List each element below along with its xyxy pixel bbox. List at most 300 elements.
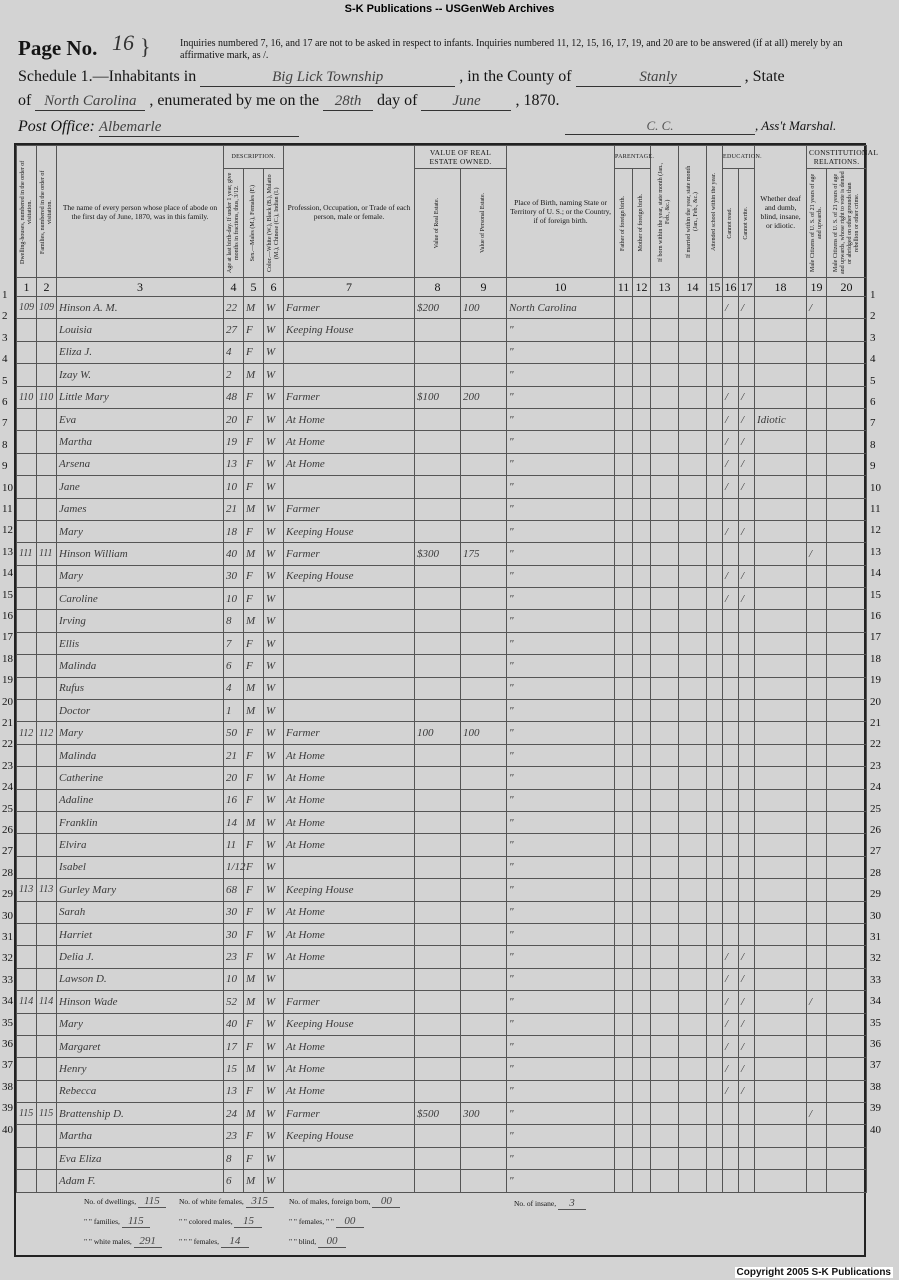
occupation-cell — [284, 341, 415, 363]
personal-estate-cell — [461, 1035, 507, 1057]
line-number-left: 26 — [2, 824, 13, 836]
married-within-year-cell — [679, 588, 707, 610]
father-foreign-cell — [615, 879, 633, 901]
census-row — [17, 431, 867, 453]
mother-foreign-cell — [633, 677, 651, 699]
personal-estate-cell — [461, 879, 507, 901]
color-cell: W — [264, 700, 284, 722]
line-number-right: 6 — [870, 396, 876, 408]
mother-foreign-cell — [633, 1058, 651, 1080]
born-within-year-cell — [651, 946, 679, 968]
real-estate-cell — [415, 1080, 461, 1102]
disability-cell — [755, 386, 807, 408]
line-number-right: 31 — [870, 931, 881, 943]
column-number: 7 — [284, 278, 415, 297]
line-number-right: 18 — [870, 652, 881, 665]
birthplace-cell: " — [507, 856, 615, 878]
married-within-year-cell — [679, 946, 707, 968]
sex-cell: M — [244, 1103, 264, 1125]
vote-denied-cell — [827, 856, 867, 878]
mother-foreign-cell — [633, 1035, 651, 1057]
vote-denied-cell — [827, 341, 867, 363]
person-name: Doctor — [57, 700, 224, 722]
cannot-write-cell: / — [739, 968, 755, 990]
mother-foreign-cell — [633, 341, 651, 363]
disability-cell — [755, 677, 807, 699]
vote-denied-cell — [827, 923, 867, 945]
real-estate-cell — [415, 341, 461, 363]
color-cell: W — [264, 453, 284, 475]
age-cell: 4 — [224, 341, 244, 363]
born-within-year-cell — [651, 901, 679, 923]
header-description-group: DESCRIPTION. — [224, 146, 284, 169]
cannot-read-cell: / — [723, 520, 739, 542]
cannot-read-cell — [723, 879, 739, 901]
occupation-cell: At Home — [284, 901, 415, 923]
sex-cell: F — [244, 744, 264, 766]
line-number-left: 14 — [2, 567, 13, 580]
mother-foreign-cell — [633, 767, 651, 789]
father-foreign-cell — [615, 767, 633, 789]
father-foreign-cell — [615, 498, 633, 520]
schedule-prefix: Schedule 1.—Inhabitants in — [18, 68, 197, 85]
line-number-right: 36 — [870, 1038, 881, 1050]
census-row — [17, 1080, 867, 1102]
birthplace-cell: North Carolina — [507, 297, 615, 319]
column-number: 5 — [244, 278, 264, 297]
dwelling-number — [17, 1035, 37, 1057]
age-cell: 30 — [224, 901, 244, 923]
column-number: 3 — [57, 278, 224, 297]
schedule-line — [18, 68, 785, 87]
line-number-right: 34 — [870, 995, 881, 1008]
attended-school-cell — [707, 319, 723, 341]
state-value: North Carolina — [35, 93, 145, 111]
line-number-right: 39 — [870, 1102, 881, 1115]
cannot-write-cell — [739, 632, 755, 654]
occupation-cell — [284, 476, 415, 498]
attended-school-cell — [707, 565, 723, 587]
line-number-left: 10 — [2, 481, 13, 494]
male-citizen-cell — [807, 1147, 827, 1169]
line-number-right: 37 — [870, 1059, 881, 1072]
father-foreign-cell — [615, 1080, 633, 1102]
sex-cell: M — [244, 968, 264, 990]
disability-cell — [755, 856, 807, 878]
occupation-cell — [284, 968, 415, 990]
age-cell: 19 — [224, 431, 244, 453]
vote-denied-cell — [827, 319, 867, 341]
occupation-cell: At Home — [284, 408, 415, 430]
birthplace-cell: " — [507, 744, 615, 766]
mother-foreign-cell — [633, 789, 651, 811]
male-citizen-cell — [807, 453, 827, 475]
state-label: , State — [744, 68, 785, 85]
male-citizen-cell — [807, 319, 827, 341]
sex-cell: M — [244, 610, 264, 632]
cannot-read-cell: / — [723, 946, 739, 968]
line-number-right: 32 — [870, 952, 881, 965]
dwelling-number — [17, 901, 37, 923]
color-cell: W — [264, 946, 284, 968]
disability-cell — [755, 297, 807, 319]
disability-cell — [755, 834, 807, 856]
column-number: 15 — [707, 278, 723, 297]
cannot-read-cell: / — [723, 297, 739, 319]
column-number: 4 — [224, 278, 244, 297]
vote-denied-cell — [827, 1103, 867, 1125]
birthplace-cell: " — [507, 923, 615, 945]
real-estate-cell — [415, 453, 461, 475]
sex-cell: F — [244, 565, 264, 587]
attended-school-cell — [707, 632, 723, 654]
mother-foreign-cell — [633, 991, 651, 1013]
birthplace-cell: " — [507, 341, 615, 363]
cannot-read-cell — [723, 677, 739, 699]
line-number-left: 32 — [2, 952, 13, 965]
age-cell: 8 — [224, 1147, 244, 1169]
male-citizen-cell — [807, 476, 827, 498]
census-row — [17, 386, 867, 408]
person-name: Caroline — [57, 588, 224, 610]
vote-denied-cell — [827, 655, 867, 677]
cannot-write-cell — [739, 655, 755, 677]
family-number — [37, 677, 57, 699]
line-number-left: 1 — [2, 289, 8, 301]
occupation-cell — [284, 655, 415, 677]
family-number — [37, 610, 57, 632]
mother-foreign-cell — [633, 520, 651, 542]
real-estate-cell — [415, 879, 461, 901]
line-number-left: 8 — [2, 438, 8, 451]
family-number: 115 — [37, 1103, 57, 1125]
married-within-year-cell — [679, 431, 707, 453]
attended-school-cell — [707, 923, 723, 945]
color-cell: W — [264, 677, 284, 699]
family-number — [37, 923, 57, 945]
cannot-read-cell — [723, 811, 739, 833]
family-number — [37, 700, 57, 722]
colored-males-label: " " colored males, — [179, 1217, 233, 1226]
sex-cell: F — [244, 722, 264, 744]
line-number-right: 2 — [870, 310, 876, 323]
cannot-write-cell — [739, 319, 755, 341]
real-estate-cell — [415, 431, 461, 453]
dwelling-number — [17, 700, 37, 722]
mother-foreign-cell — [633, 655, 651, 677]
age-cell: 17 — [224, 1035, 244, 1057]
attended-school-cell — [707, 991, 723, 1013]
real-estate-cell — [415, 1125, 461, 1147]
line-number-left: 33 — [2, 973, 13, 986]
attended-school-cell — [707, 834, 723, 856]
line-number-left: 28 — [2, 866, 13, 879]
census-row — [17, 991, 867, 1013]
family-number: 111 — [37, 543, 57, 565]
families-value: 115 — [122, 1215, 150, 1228]
dwelling-number — [17, 476, 37, 498]
column-number: 14 — [679, 278, 707, 297]
attended-school-cell — [707, 364, 723, 386]
mother-foreign-cell — [633, 610, 651, 632]
real-estate-cell — [415, 1058, 461, 1080]
sex-cell: F — [244, 453, 264, 475]
family-number — [37, 341, 57, 363]
cannot-read-cell — [723, 610, 739, 632]
person-name: Margaret — [57, 1035, 224, 1057]
person-name: Delia J. — [57, 946, 224, 968]
born-within-year-cell — [651, 923, 679, 945]
age-cell: 4 — [224, 677, 244, 699]
personal-estate-cell — [461, 453, 507, 475]
header-parentage-group: PARENTAGE. — [615, 146, 651, 169]
line-number-left: 12 — [2, 524, 13, 537]
disability-cell — [755, 655, 807, 677]
census-row — [17, 1147, 867, 1169]
dwelling-number — [17, 632, 37, 654]
married-within-year-cell — [679, 520, 707, 542]
sex-cell: F — [244, 319, 264, 341]
born-within-year-cell — [651, 1058, 679, 1080]
white-females-value: 315 — [246, 1195, 274, 1208]
born-within-year-cell — [651, 811, 679, 833]
vote-denied-cell — [827, 632, 867, 654]
sex-cell: M — [244, 1170, 264, 1192]
mother-foreign-cell — [633, 1147, 651, 1169]
age-cell: 21 — [224, 744, 244, 766]
personal-estate-cell — [461, 700, 507, 722]
birthplace-cell: " — [507, 386, 615, 408]
sex-cell: F — [244, 1125, 264, 1147]
column-number: 18 — [755, 278, 807, 297]
color-cell: W — [264, 744, 284, 766]
person-name: Mary — [57, 565, 224, 587]
personal-estate-cell — [461, 319, 507, 341]
attended-school-cell — [707, 946, 723, 968]
personal-estate-cell — [461, 565, 507, 587]
age-cell: 48 — [224, 386, 244, 408]
marshal-label: , Ass't Marshal. — [755, 118, 837, 133]
dwelling-number — [17, 923, 37, 945]
column-number: 10 — [507, 278, 615, 297]
married-within-year-cell — [679, 991, 707, 1013]
sex-cell: F — [244, 655, 264, 677]
disability-cell — [755, 588, 807, 610]
male-citizen-cell — [807, 811, 827, 833]
person-name: Izay W. — [57, 364, 224, 386]
vote-denied-cell — [827, 946, 867, 968]
cannot-write-cell — [739, 498, 755, 520]
married-within-year-cell — [679, 341, 707, 363]
column-number: 16 — [723, 278, 739, 297]
cannot-write-cell — [739, 834, 755, 856]
vote-denied-cell — [827, 811, 867, 833]
birthplace-cell: " — [507, 610, 615, 632]
birthplace-cell: " — [507, 1058, 615, 1080]
sex-cell: F — [244, 856, 264, 878]
age-cell: 13 — [224, 453, 244, 475]
dwelling-number: 109 — [17, 297, 37, 319]
birthplace-cell: " — [507, 1147, 615, 1169]
header-mother-foreign: Mother of foreign birth. — [633, 169, 651, 278]
cannot-write-cell — [739, 767, 755, 789]
census-row — [17, 297, 867, 319]
person-name: Mary — [57, 722, 224, 744]
attended-school-cell — [707, 453, 723, 475]
cannot-read-cell: / — [723, 476, 739, 498]
cannot-write-cell: / — [739, 408, 755, 430]
marshal-signature: C. C. — [565, 118, 755, 135]
disability-cell — [755, 610, 807, 632]
cannot-write-cell: / — [739, 520, 755, 542]
white-males-value: 291 — [134, 1235, 162, 1248]
vote-denied-cell — [827, 968, 867, 990]
married-within-year-cell — [679, 610, 707, 632]
male-citizen-cell — [807, 408, 827, 430]
dwelling-number — [17, 968, 37, 990]
cannot-write-cell: / — [739, 1035, 755, 1057]
family-number — [37, 364, 57, 386]
census-body — [17, 278, 867, 1193]
line-number-right: 29 — [870, 888, 881, 901]
born-within-year-cell — [651, 700, 679, 722]
male-citizen-cell — [807, 968, 827, 990]
census-row — [17, 811, 867, 833]
occupation-cell: Keeping House — [284, 565, 415, 587]
age-cell: 23 — [224, 946, 244, 968]
attended-school-cell — [707, 1125, 723, 1147]
real-estate-cell — [415, 565, 461, 587]
male-citizen-cell — [807, 1058, 827, 1080]
attended-school-cell — [707, 856, 723, 878]
attended-school-cell — [707, 1103, 723, 1125]
real-estate-cell — [415, 991, 461, 1013]
person-name: Eva Eliza — [57, 1147, 224, 1169]
color-cell: W — [264, 722, 284, 744]
vote-denied-cell — [827, 588, 867, 610]
census-row — [17, 923, 867, 945]
age-cell: 30 — [224, 923, 244, 945]
married-within-year-cell — [679, 1080, 707, 1102]
occupation-cell: Keeping House — [284, 319, 415, 341]
age-cell: 13 — [224, 1080, 244, 1102]
family-number — [37, 1013, 57, 1035]
attended-school-cell — [707, 767, 723, 789]
color-cell: W — [264, 811, 284, 833]
marshal-line — [565, 118, 836, 135]
occupation-cell — [284, 632, 415, 654]
cannot-read-cell: / — [723, 1013, 739, 1035]
family-number — [37, 632, 57, 654]
post-office-line — [18, 118, 299, 137]
person-name: Hinson William — [57, 543, 224, 565]
person-name: Little Mary — [57, 386, 224, 408]
male-citizen-cell: / — [807, 543, 827, 565]
header-disability: Whether deaf and dumb, blind, insane, or idiotic. — [755, 146, 807, 278]
age-cell: 21 — [224, 498, 244, 520]
mother-foreign-cell — [633, 856, 651, 878]
disability-cell — [755, 968, 807, 990]
personal-estate-cell — [461, 677, 507, 699]
born-within-year-cell — [651, 655, 679, 677]
father-foreign-cell — [615, 408, 633, 430]
birthplace-cell: " — [507, 1103, 615, 1125]
archive-banner: S-K Publications -- USGenWeb Archives — [344, 3, 555, 15]
married-within-year-cell — [679, 923, 707, 945]
attended-school-cell — [707, 879, 723, 901]
father-foreign-cell — [615, 632, 633, 654]
disability-cell — [755, 901, 807, 923]
cannot-write-cell: / — [739, 386, 755, 408]
census-row — [17, 879, 867, 901]
father-foreign-cell — [615, 476, 633, 498]
age-cell: 22 — [224, 297, 244, 319]
personal-estate-cell — [461, 610, 507, 632]
sex-cell: M — [244, 498, 264, 520]
cannot-read-cell: / — [723, 431, 739, 453]
color-cell: W — [264, 408, 284, 430]
vote-denied-cell — [827, 476, 867, 498]
mother-foreign-cell — [633, 901, 651, 923]
census-row — [17, 408, 867, 430]
dwelling-number — [17, 1058, 37, 1080]
birthplace-cell: " — [507, 767, 615, 789]
age-cell: 40 — [224, 1013, 244, 1035]
header-constitutional-group: CONSTITUTIONAL RELATIONS. — [807, 146, 867, 169]
birthplace-cell: " — [507, 722, 615, 744]
foreign-females-label: " " females, " " — [289, 1217, 334, 1226]
person-name: Sarah — [57, 901, 224, 923]
mother-foreign-cell — [633, 968, 651, 990]
married-within-year-cell — [679, 297, 707, 319]
line-number-right: 7 — [870, 417, 876, 430]
age-cell: 52 — [224, 991, 244, 1013]
line-number-right: 10 — [870, 481, 881, 494]
line-number-left: 31 — [2, 931, 13, 943]
married-within-year-cell — [679, 789, 707, 811]
family-number — [37, 476, 57, 498]
line-number-right: 15 — [870, 588, 881, 601]
month-value: June — [421, 93, 511, 111]
sex-cell: F — [244, 632, 264, 654]
married-within-year-cell — [679, 632, 707, 654]
age-cell: 6 — [224, 655, 244, 677]
color-cell: W — [264, 476, 284, 498]
color-cell: W — [264, 1013, 284, 1035]
column-number: 20 — [827, 278, 867, 297]
personal-estate-cell — [461, 744, 507, 766]
township-value: Big Lick Township — [200, 69, 455, 87]
married-within-year-cell — [679, 1013, 707, 1035]
disability-cell — [755, 565, 807, 587]
mother-foreign-cell — [633, 1013, 651, 1035]
male-citizen-cell — [807, 386, 827, 408]
column-number: 9 — [461, 278, 507, 297]
family-number — [37, 744, 57, 766]
line-number-right: 17 — [870, 631, 881, 644]
occupation-cell: At Home — [284, 811, 415, 833]
vote-denied-cell — [827, 1080, 867, 1102]
vote-denied-cell — [827, 789, 867, 811]
color-cell: W — [264, 431, 284, 453]
male-citizen-cell — [807, 946, 827, 968]
dwelling-number: 114 — [17, 991, 37, 1013]
disability-cell — [755, 1080, 807, 1102]
birthplace-cell: " — [507, 588, 615, 610]
cannot-write-cell — [739, 700, 755, 722]
age-cell: 40 — [224, 543, 244, 565]
born-within-year-cell — [651, 588, 679, 610]
